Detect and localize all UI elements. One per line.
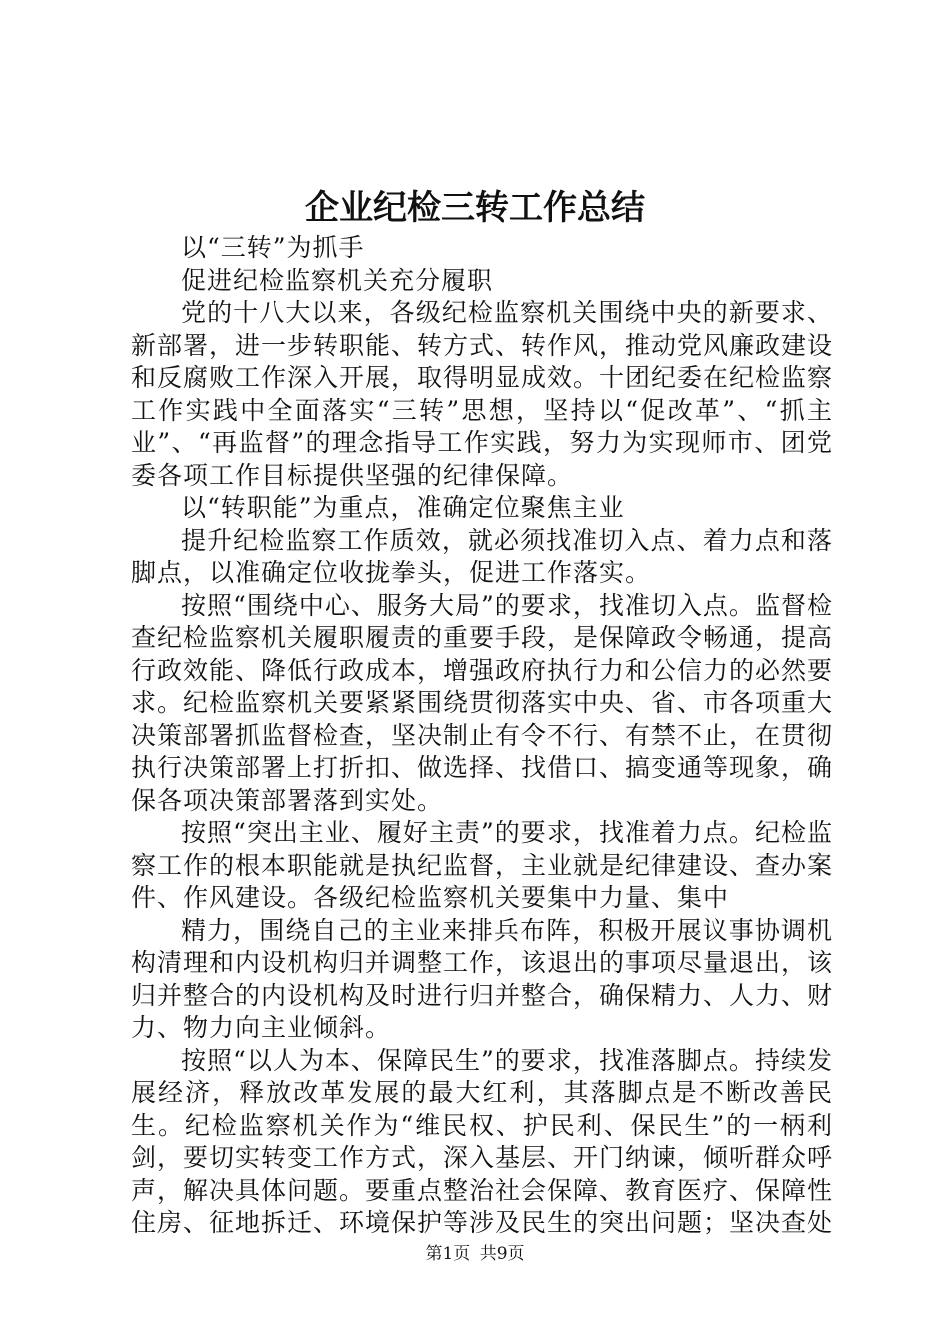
paragraph: 精力，围绕自己的主业来排兵布阵，积极开展议事协调机构清理和内设机构归并调整工作，该退出的事项尽量退出，该归并整合的内设机构及时进行归并整合，确保精力、人力、财力、物力向主业倾斜。 [131, 915, 834, 1042]
total-page-count: 共9页 [479, 1244, 525, 1264]
current-page-number: 第1页 [425, 1244, 471, 1264]
document-title: 企业纪检三转工作总结 [305, 188, 645, 228]
paragraph: 按照“突出主业、履好主责”的要求，找准着力点。纪检监察工作的根本职能就是执纪监督，主业就是纪律建设、查办案件、作风建设。各级纪检监察机关要集中力量、集中 [131, 818, 834, 912]
paragraph: 按照“围绕中心、服务大局”的要求，找准切入点。监督检查纪检监察机关履职履责的重要手段，是保障政令畅通，提高行政效能、降低行政成本，增强政府执行力和公信力的必然要求。纪检监察机关要紧紧围绕贯彻落实中央、省、市各项重大决策部署抓监督检查，坚决制止有令不行、有禁不止，在贯彻执行决策部署上打折扣、做选择、找借口、搞变通等现象，确保各项决策部署落到实处。 [131, 590, 834, 815]
document-body [131, 232, 833, 1240]
paragraph: 以“三转”为抓手 [181, 233, 365, 262]
paragraph: 按照“以人为本、保障民生”的要求，找准落脚点。持续发展经济，释放改革发展的最大红利，其落脚点是不断改善民生。纪检监察机关作为“维民权、护民利、保民生”的一柄利剑，要切实转变工作方式，深入基层、开门纳谏，倾听群众呼声，解决具体问题。要重点整治社会保障、教育医疗、保障性住房、征地拆迁、环境保护等涉及民生的突出问题；坚决查处 [131, 1045, 834, 1237]
paragraph: 促进纪检监察机关充分履职 [181, 265, 494, 295]
page-footer [0, 1242, 950, 1266]
paragraph: 提升纪检监察工作质效，就必须找准切入点、着力点和落脚点，以准确定位收拢拳头，促进工作落实。 [131, 525, 833, 587]
paragraph: 以“转职能”为重点，准确定位聚焦主业 [181, 493, 625, 522]
paragraph: 党的十八大以来，各级纪检监察机关围绕中央的新要求、新部署，进一步转职能、转方式、转作风，推动党风廉政建设和反腐败工作深入开展，取得明显成效。十团纪委在纪检监察工作实践中全面落实“三转”思想，坚持以“促改革”、“抓主业”、“再监督”的理念指导工作实践，努力为实现师市、团党委各项工作目标提供坚强的纪律保障。 [131, 298, 834, 490]
